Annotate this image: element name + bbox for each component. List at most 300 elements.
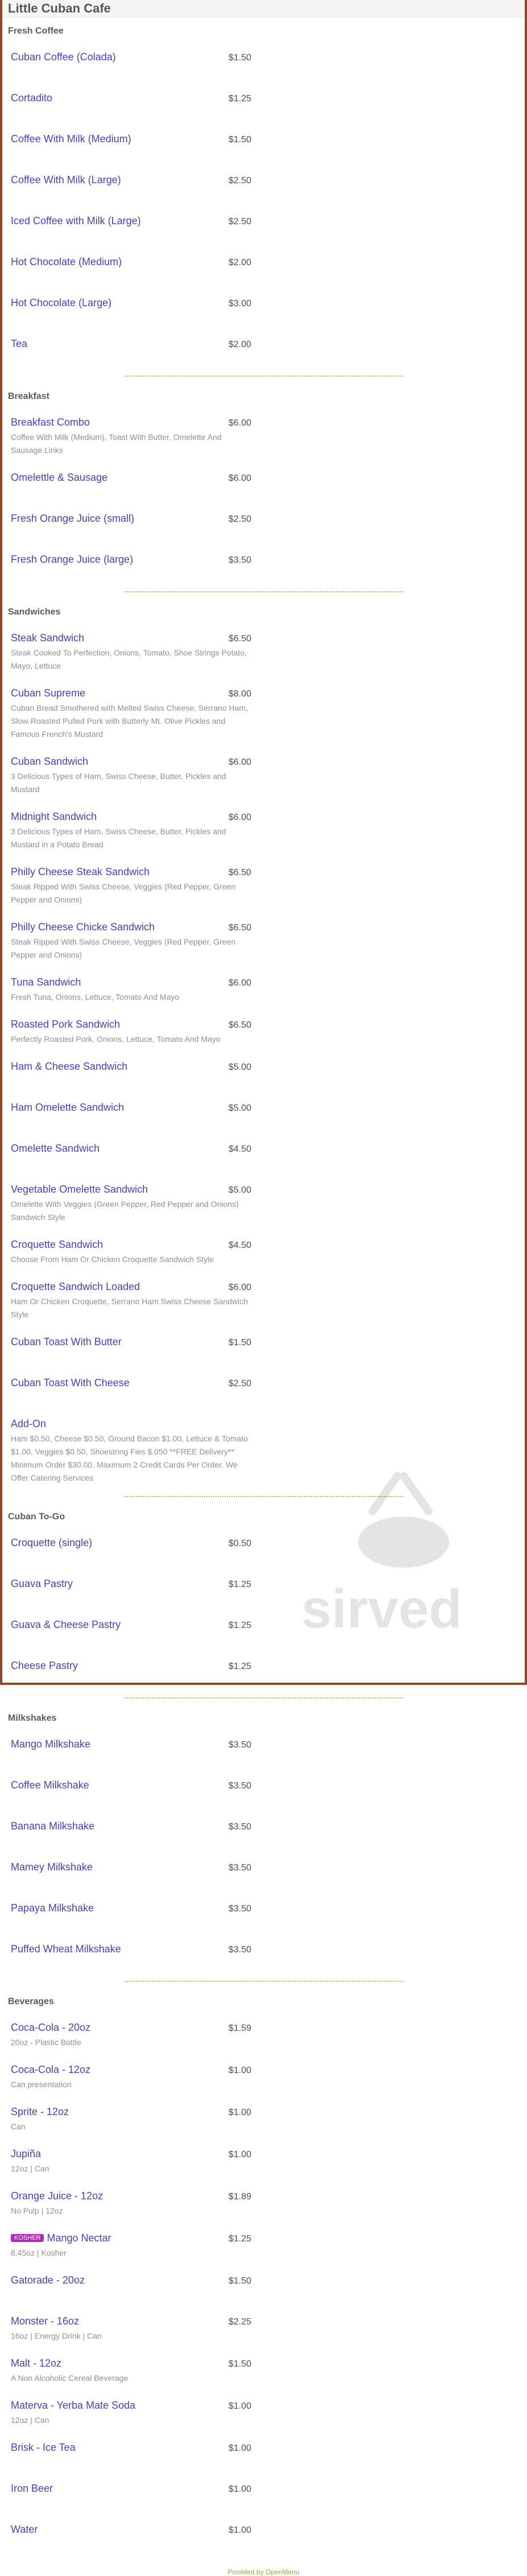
menu-item-row bbox=[11, 2524, 251, 2536]
menu-item-name[interactable]: Steak Sandwich bbox=[11, 632, 85, 644]
menu-item-name[interactable]: Cortadito bbox=[11, 92, 53, 104]
menu-item-title bbox=[11, 51, 116, 63]
menu-item-name[interactable]: Iron Beer bbox=[11, 2483, 53, 2494]
menu-item-title bbox=[11, 687, 85, 699]
menu-item-title bbox=[11, 1061, 127, 1073]
menu-item bbox=[2, 1409, 264, 1490]
menu-grid bbox=[2, 42, 525, 370]
menu-item-name[interactable]: Water bbox=[11, 2524, 38, 2535]
menu-item-price: $5.00 bbox=[228, 1103, 251, 1113]
menu-item-price: $6.00 bbox=[228, 473, 251, 483]
menu-item-price: $3.50 bbox=[228, 1781, 251, 1791]
menu-item-title bbox=[11, 1660, 78, 1672]
section-title-milkshakes: Milkshakes bbox=[8, 1713, 57, 1723]
menu-item-row bbox=[11, 632, 251, 644]
menu-item-name[interactable]: Fresh Orange Juice (large) bbox=[11, 554, 134, 565]
menu-item-price: $6.00 bbox=[228, 1283, 251, 1292]
menu-item bbox=[2, 2348, 264, 2390]
menu-item-description: Coffee With Milk (Medium), Toast With Butter, Omelette And Sausage Links bbox=[11, 432, 222, 455]
menu-item-row bbox=[11, 1779, 251, 1791]
section-divider bbox=[125, 1496, 403, 1497]
menu-item-row bbox=[11, 1061, 251, 1073]
menu-item-title bbox=[11, 1820, 94, 1832]
menu-item-price: $1.59 bbox=[228, 2023, 251, 2033]
menu-item-name[interactable]: Coffee With Milk (Large) bbox=[11, 174, 121, 186]
menu-item-price: $6.50 bbox=[228, 868, 251, 877]
menu-item bbox=[2, 1811, 264, 1852]
menu-item-price: $1.25 bbox=[228, 1580, 251, 1589]
menu-item-title bbox=[11, 976, 81, 988]
menu-item bbox=[2, 2181, 264, 2223]
menu-item bbox=[2, 1569, 264, 1610]
menu-item bbox=[2, 504, 264, 545]
menu-item-description: 12oz | Can bbox=[11, 2416, 49, 2425]
menu-item-title bbox=[11, 2064, 90, 2076]
menu-item bbox=[2, 1009, 264, 1052]
menu-item bbox=[2, 463, 264, 504]
menu-item bbox=[2, 1052, 264, 1093]
menu-item-row bbox=[11, 1619, 251, 1631]
menu-item-name[interactable]: Ham Omelette Sandwich bbox=[11, 1102, 125, 1113]
menu-item-title bbox=[11, 1738, 90, 1750]
menu-item-name[interactable]: Tuna Sandwich bbox=[11, 976, 81, 988]
section-divider bbox=[125, 376, 403, 377]
menu-item-price: $6.50 bbox=[228, 1020, 251, 1030]
menu-item-price: $6.00 bbox=[228, 757, 251, 767]
watermark-text: sirved bbox=[301, 1578, 462, 1639]
menu-item-price: $1.25 bbox=[228, 1621, 251, 1630]
menu-item-name[interactable]: Croquette Sandwich Loaded bbox=[11, 1281, 140, 1292]
menu-item-name[interactable]: Tea bbox=[11, 338, 28, 349]
menu-item-price: $1.00 bbox=[228, 2108, 251, 2117]
menu-item-description: 16oz | Energy Drink | Can bbox=[11, 2331, 102, 2340]
menu-item bbox=[2, 2223, 264, 2265]
menu-item-title bbox=[11, 1943, 121, 1955]
menu-item-name[interactable]: Omelettle & Sausage bbox=[11, 472, 108, 483]
header-bar bbox=[2, 0, 525, 18]
menu-item-price: $3.50 bbox=[228, 1822, 251, 1832]
menu-item-name[interactable]: Cuban Toast With Butter bbox=[11, 1336, 122, 1347]
menu-item-name[interactable]: Sprite - 12oz bbox=[11, 2106, 69, 2117]
menu-item-price: $1.00 bbox=[228, 2484, 251, 2494]
menu-item-title bbox=[11, 1336, 122, 1348]
menu-item bbox=[2, 1230, 264, 1272]
menu-item-row bbox=[11, 2190, 251, 2202]
page-title: Little Cuban Cafe bbox=[8, 1, 111, 15]
menu-item-description: 3 Delicious Types of Ham, Swiss Cheese, Butter, Pickles and Mustard bbox=[11, 772, 226, 794]
menu-item-name[interactable]: Jupiña bbox=[11, 2148, 42, 2159]
menu-item-name[interactable]: Puffed Wheat Milkshake bbox=[11, 1943, 121, 1955]
menu-item-name[interactable]: Coca-Cola - 12oz bbox=[11, 2064, 91, 2075]
menu-grid bbox=[2, 407, 525, 586]
menu-item bbox=[2, 288, 264, 329]
menu-item-price: $1.00 bbox=[228, 2525, 251, 2535]
menu-item-description: Ham Or Chicken Croquette, Serrano Ham Swiss Cheese Sandwich Style bbox=[11, 1297, 248, 1319]
menu-item-row bbox=[11, 2148, 251, 2160]
menu-item bbox=[2, 165, 264, 206]
menu-item bbox=[2, 2306, 264, 2348]
menu-item bbox=[2, 802, 264, 857]
menu-item-row bbox=[11, 921, 251, 933]
menu-item-title bbox=[11, 2315, 79, 2327]
menu-item-title bbox=[11, 1578, 73, 1590]
menu-item bbox=[2, 747, 264, 802]
menu-item-price: $1.00 bbox=[228, 2150, 251, 2159]
menu-item-name[interactable]: Monster - 16oz bbox=[11, 2315, 80, 2327]
menu-item bbox=[2, 967, 264, 1009]
menu-item-title bbox=[11, 2022, 90, 2034]
menu-item-name[interactable]: Mango Nectar bbox=[47, 2232, 111, 2244]
menu-grid bbox=[2, 2013, 525, 2556]
menu-item-price: $1.50 bbox=[228, 1338, 251, 1347]
menu-item bbox=[2, 2139, 264, 2181]
menu-item-title bbox=[11, 215, 141, 227]
menu-item-row bbox=[11, 1184, 251, 1196]
section-title-cuban-to-go: Cuban To-Go bbox=[8, 1512, 65, 1522]
menu-item-price: $2.50 bbox=[228, 217, 251, 226]
menu-item-price: $3.50 bbox=[228, 555, 251, 565]
menu-item-price: $1.50 bbox=[228, 53, 251, 63]
menu-item bbox=[2, 247, 264, 288]
section-title-fresh-coffee: Fresh Coffee bbox=[8, 26, 64, 36]
menu-item-description: Cuban Bread Smothered with Melted Swiss Cheese, Serrano Ham, Slow-Roasted Pulled Pork with Butterly Mt. Olive Pickles and Famous French's Mustard bbox=[11, 703, 248, 739]
menu-item-price: $3.50 bbox=[228, 1863, 251, 1873]
menu-item-row bbox=[11, 1143, 251, 1155]
menu-item-row bbox=[11, 1377, 251, 1389]
menu-item-name[interactable]: Guava & Cheese Pastry bbox=[11, 1619, 121, 1630]
menu-grid bbox=[2, 1528, 525, 1692]
menu-item bbox=[2, 407, 264, 463]
menu-item-name[interactable]: Iced Coffee with Milk (Large) bbox=[11, 215, 141, 226]
menu-item-title bbox=[11, 632, 84, 644]
menu-item-name[interactable]: Croquette Sandwich bbox=[11, 1239, 103, 1250]
menu-item-title bbox=[11, 338, 27, 350]
menu-item-title bbox=[11, 417, 90, 428]
menu-item-price: $1.50 bbox=[228, 2276, 251, 2286]
menu-item-row bbox=[11, 215, 251, 227]
menu-item-row bbox=[11, 1418, 251, 1430]
menu-item-price: $6.00 bbox=[228, 978, 251, 988]
menu-item-row bbox=[11, 811, 251, 823]
menu-item-name[interactable]: Mamey Milkshake bbox=[11, 1861, 93, 1873]
section-title-beverages: Beverages bbox=[8, 1997, 54, 2006]
menu-item bbox=[2, 1093, 264, 1134]
kosher-badge: KOSHER bbox=[11, 2234, 44, 2242]
menu-item-title bbox=[11, 1418, 46, 1430]
menu-item-row bbox=[11, 338, 251, 350]
menu-item-row bbox=[11, 1281, 251, 1293]
menu-item bbox=[2, 1651, 264, 1692]
menu-item-row bbox=[11, 2442, 251, 2454]
menu-item-name[interactable]: Papaya Milkshake bbox=[11, 1902, 94, 1914]
menu-item bbox=[2, 1272, 264, 1327]
section-divider bbox=[125, 1981, 403, 1982]
menu-item-description: Steak Ripped With Swiss Cheese, Veggies (Red Pepper, Green Pepper and Onions) bbox=[11, 937, 236, 959]
menu-item-description: Omelette With Veggies (Green Pepper, Red Pepper and Onions) Sandwich Style bbox=[11, 1200, 239, 1222]
menu-item-row bbox=[11, 2106, 251, 2118]
menu-item-description: Steak Cooked To Perfection, Onions, Tomato, Shoe Strings Potato, Mayo, Lettuce bbox=[11, 648, 247, 670]
menu-item-name[interactable]: Guava Pastry bbox=[11, 1578, 73, 1589]
menu-item-row bbox=[11, 133, 251, 145]
menu-item-row bbox=[11, 472, 251, 484]
menu-item-row bbox=[11, 2400, 251, 2412]
menu-item-title bbox=[11, 811, 97, 823]
menu-item-name[interactable]: Coffee With Milk (Medium) bbox=[11, 133, 131, 145]
menu-item-name[interactable]: Cheese Pastry bbox=[11, 1660, 78, 1671]
menu-item-title bbox=[11, 1902, 94, 1914]
menu-item bbox=[2, 2013, 264, 2055]
menu-item-title bbox=[11, 1861, 93, 1873]
menu-item-description: 3 Delicious Types of Ham, Swiss Cheese, Butter, Pickles and Mustard in a Potato Bread bbox=[11, 827, 226, 849]
menu-item bbox=[2, 42, 264, 83]
menu-item-row bbox=[11, 756, 251, 768]
menu-item-row bbox=[11, 1019, 251, 1031]
menu-item-row bbox=[11, 1902, 251, 1914]
menu-item-title bbox=[11, 472, 107, 484]
menu-item-title bbox=[11, 1143, 99, 1155]
menu-item-title bbox=[11, 1779, 89, 1791]
menu-item-title bbox=[11, 1239, 103, 1251]
menu-item-row bbox=[11, 2274, 251, 2286]
menu-item-name[interactable]: Materva - Yerba Mate Soda bbox=[11, 2400, 136, 2411]
section-divider bbox=[125, 591, 403, 592]
menu-item-title bbox=[11, 1619, 121, 1631]
menu-item-price: $2.25 bbox=[228, 2317, 251, 2327]
menu-item-name[interactable]: Hot Chocolate (Large) bbox=[11, 297, 112, 308]
menu-item-name[interactable]: Croquette (single) bbox=[11, 1537, 93, 1548]
menu-item-row bbox=[11, 1943, 251, 1955]
menu-item-name[interactable]: Cuban Supreme bbox=[11, 687, 86, 699]
menu-item-name[interactable]: Philly Cheese Chicke Sandwich bbox=[11, 921, 155, 933]
menu-item bbox=[2, 1368, 264, 1409]
menu-item-description: Choose From Ham Or Chicken Croquette Sandwich Style bbox=[11, 1255, 214, 1264]
menu-item bbox=[2, 2097, 264, 2139]
provided-by bbox=[2, 2556, 525, 2576]
menu-item bbox=[2, 1327, 264, 1368]
menu-item-name[interactable]: Gatorade - 20oz bbox=[11, 2274, 85, 2286]
menu-item-price: $1.50 bbox=[228, 135, 251, 145]
menu-item-name[interactable]: Coffee Milkshake bbox=[11, 1779, 89, 1791]
menu-item-row bbox=[11, 297, 251, 309]
menu-item-price: $4.50 bbox=[228, 1144, 251, 1154]
menu-content bbox=[2, 17, 525, 2576]
menu-item-price: $3.00 bbox=[228, 299, 251, 308]
menu-item-title bbox=[11, 174, 121, 186]
menu-item-description: Fresh Tuna, Onions, Lettuce, Tomato And Mayo bbox=[11, 992, 180, 1001]
menu-item-title bbox=[11, 1019, 120, 1031]
menu-item bbox=[2, 1528, 264, 1569]
menu-item-name[interactable]: Coca-Cola - 20oz bbox=[11, 2022, 91, 2033]
menu-item bbox=[2, 206, 264, 247]
menu-item-price: $3.50 bbox=[228, 1904, 251, 1914]
menu-item-price: $6.00 bbox=[228, 813, 251, 822]
menu-item-price: $5.00 bbox=[228, 1062, 251, 1072]
menu-item-title bbox=[11, 756, 88, 768]
menu-item-price: $0.50 bbox=[228, 1539, 251, 1548]
menu-item-row bbox=[11, 51, 251, 63]
menu-item-title bbox=[11, 921, 155, 933]
menu-item bbox=[2, 2055, 264, 2097]
menu-item-description: Can bbox=[11, 2122, 26, 2131]
menu-item bbox=[2, 1770, 264, 1811]
menu-grid bbox=[2, 1729, 525, 1975]
menu-item-name[interactable]: Midnight Sandwich bbox=[11, 811, 97, 822]
menu-item bbox=[2, 1852, 264, 1893]
menu-item-row bbox=[11, 976, 251, 988]
provided-by-text: Provided by bbox=[227, 2568, 266, 2576]
menu-item-price: $6.00 bbox=[228, 418, 251, 428]
menu-item bbox=[2, 2265, 264, 2306]
menu-item-price: $2.00 bbox=[228, 340, 251, 349]
menu-item bbox=[2, 623, 264, 678]
menu-item-title bbox=[11, 2190, 103, 2202]
menu-item-description: Ham $0.50, Cheese $0.50, Ground Bacon $1.00, Lettuce & Tomato $1.00, Veggies $0.50, Shoestring Fies $.050 **FREE Delivery** Minimum Order $30.00. Maximum 2 Credit Cards Per Order. We Offer Catering Services bbox=[11, 1434, 248, 1482]
menu-item-title bbox=[11, 2442, 76, 2454]
menu-item-title bbox=[11, 256, 122, 268]
menu-item-name[interactable]: Vegetable Omelette Sandwich bbox=[11, 1184, 148, 1195]
menu-item-name[interactable]: Cuban Coffee (Colada) bbox=[11, 51, 116, 63]
menu-item-row bbox=[11, 2022, 251, 2034]
menu-item-title bbox=[11, 2148, 41, 2160]
menu-item-price: $1.89 bbox=[228, 2192, 251, 2202]
menu-item-title bbox=[11, 2274, 85, 2286]
menu-item bbox=[2, 678, 264, 747]
menu-item-price: $2.00 bbox=[228, 258, 251, 267]
menu-item-row bbox=[11, 417, 251, 428]
menu-item-title bbox=[11, 554, 133, 566]
menu-item bbox=[2, 329, 264, 370]
menu-item bbox=[2, 1893, 264, 1934]
section-divider bbox=[125, 1697, 403, 1699]
menu-item-row bbox=[11, 513, 251, 525]
menu-item-title bbox=[11, 297, 111, 309]
menu-item-row bbox=[11, 92, 251, 104]
menu-item-description: 20oz - Plastic Bottle bbox=[11, 2038, 81, 2047]
menu-item-row bbox=[11, 1336, 251, 1348]
menu-item-row bbox=[11, 2232, 251, 2244]
menu-item-description: 8.45oz | Kosher bbox=[11, 2248, 67, 2257]
openmenu-link[interactable]: OpenMenu bbox=[265, 2568, 300, 2576]
menu-item-row bbox=[11, 1820, 251, 1832]
menu-item bbox=[2, 1134, 264, 1174]
menu-item-title bbox=[11, 866, 150, 878]
menu-item-row bbox=[11, 2357, 251, 2369]
menu-item-row bbox=[11, 1239, 251, 1251]
menu-item-row bbox=[11, 866, 251, 878]
menu-item-price: $3.50 bbox=[228, 1945, 251, 1955]
menu-item-description: No Pulp | 12oz bbox=[11, 2206, 63, 2215]
menu-item-name[interactable]: Brisk - Ice Tea bbox=[11, 2442, 76, 2453]
menu-item-title bbox=[11, 1102, 124, 1114]
menu-item-row bbox=[11, 2315, 251, 2327]
menu-item-price: $1.25 bbox=[228, 94, 251, 104]
menu-item-title bbox=[11, 2357, 61, 2369]
menu-item bbox=[2, 1934, 264, 1975]
menu-item-row bbox=[11, 1861, 251, 1873]
menu-item-title bbox=[11, 133, 131, 145]
menu-item-price: $2.50 bbox=[228, 176, 251, 186]
menu-item-row bbox=[11, 1660, 251, 1672]
menu-item bbox=[2, 1174, 264, 1230]
menu-item-name[interactable]: Roasted Pork Sandwich bbox=[11, 1019, 121, 1030]
menu-item-price: $1.00 bbox=[228, 2443, 251, 2453]
menu-item-title bbox=[11, 2524, 38, 2536]
menu-item-price: $1.00 bbox=[228, 2401, 251, 2411]
menu-item-price: $8.00 bbox=[228, 689, 251, 699]
menu-item-title bbox=[11, 2106, 69, 2118]
menu-item-row bbox=[11, 2483, 251, 2495]
menu-item-price: $4.50 bbox=[228, 1240, 251, 1250]
menu-item-name[interactable]: Breakfast Combo bbox=[11, 417, 90, 428]
menu-item-title bbox=[11, 2483, 53, 2495]
menu-item-price: $1.00 bbox=[228, 2066, 251, 2075]
menu-item bbox=[2, 124, 264, 165]
menu-item bbox=[2, 1729, 264, 1770]
menu-grid bbox=[2, 623, 525, 1490]
menu-item-name[interactable]: Ham & Cheese Sandwich bbox=[11, 1061, 128, 1072]
menu-item-row bbox=[11, 2064, 251, 2076]
menu-item-price: $1.50 bbox=[228, 2359, 251, 2369]
menu-item-row bbox=[11, 1102, 251, 1114]
menu-item-title bbox=[11, 1377, 130, 1389]
menu-item-name[interactable]: Orange Juice - 12oz bbox=[11, 2190, 103, 2202]
menu-item-name[interactable]: Philly Cheese Steak Sandwich bbox=[11, 866, 150, 877]
menu-item-price: $6.50 bbox=[228, 923, 251, 933]
menu-item bbox=[2, 912, 264, 967]
menu-item-name[interactable]: Omelette Sandwich bbox=[11, 1143, 100, 1154]
menu-item bbox=[2, 545, 264, 586]
menu-item-description: A Non Alcoholic Cereal Beverage bbox=[11, 2373, 128, 2383]
menu-item-name[interactable]: Banana Milkshake bbox=[11, 1820, 95, 1832]
menu-item-name[interactable]: Cuban Toast With Cheese bbox=[11, 1377, 130, 1388]
menu-item-name[interactable]: Cuban Sandwich bbox=[11, 756, 89, 767]
menu-item-row bbox=[11, 554, 251, 566]
menu-item bbox=[2, 2433, 264, 2474]
menu-item-row bbox=[11, 687, 251, 699]
menu-item-row bbox=[11, 256, 251, 268]
menu-item-name[interactable]: Malt - 12oz bbox=[11, 2357, 62, 2369]
menu-item-title bbox=[11, 2400, 135, 2412]
menu-item-title bbox=[11, 1537, 92, 1549]
menu-item bbox=[2, 83, 264, 124]
section-title-breakfast: Breakfast bbox=[8, 391, 49, 401]
menu-item-row bbox=[11, 174, 251, 186]
menu-item-title bbox=[11, 1281, 140, 1293]
menu-item-name[interactable]: Hot Chocolate (Medium) bbox=[11, 256, 122, 267]
menu-item-price: $1.25 bbox=[228, 2234, 251, 2244]
menu-item bbox=[2, 2390, 264, 2433]
section-title-sandwiches: Sandwiches bbox=[8, 607, 61, 617]
menu-item-row bbox=[11, 1537, 251, 1549]
menu-item-description: Steak Ripped With Swiss Cheese, Veggies (Red Pepper, Green Pepper and Onions) bbox=[11, 882, 236, 904]
menu-item-description: Perfectly Roasted Pork, Onions, Lettuce, Tomato And Mayo bbox=[11, 1034, 221, 1044]
menu-item-name[interactable]: Fresh Orange Juice (small) bbox=[11, 513, 135, 524]
menu-item-price: $6.50 bbox=[228, 634, 251, 644]
menu-item bbox=[2, 857, 264, 912]
menu-item-name[interactable]: Add-On bbox=[11, 1418, 47, 1429]
menu-item-row bbox=[11, 1738, 251, 1750]
menu-item bbox=[2, 2474, 264, 2515]
menu-item-title bbox=[11, 92, 52, 104]
menu-item-price: $1.25 bbox=[228, 1662, 251, 1671]
menu-item bbox=[2, 1610, 264, 1651]
menu-item-price: $5.00 bbox=[228, 1185, 251, 1195]
menu-item-name[interactable]: Mango Milkshake bbox=[11, 1738, 91, 1750]
menu-item-description: 12oz | Can bbox=[11, 2164, 49, 2173]
menu-item-title bbox=[11, 1184, 148, 1196]
menu-item-price: $2.50 bbox=[228, 514, 251, 524]
menu-item-price: $3.50 bbox=[228, 1740, 251, 1750]
